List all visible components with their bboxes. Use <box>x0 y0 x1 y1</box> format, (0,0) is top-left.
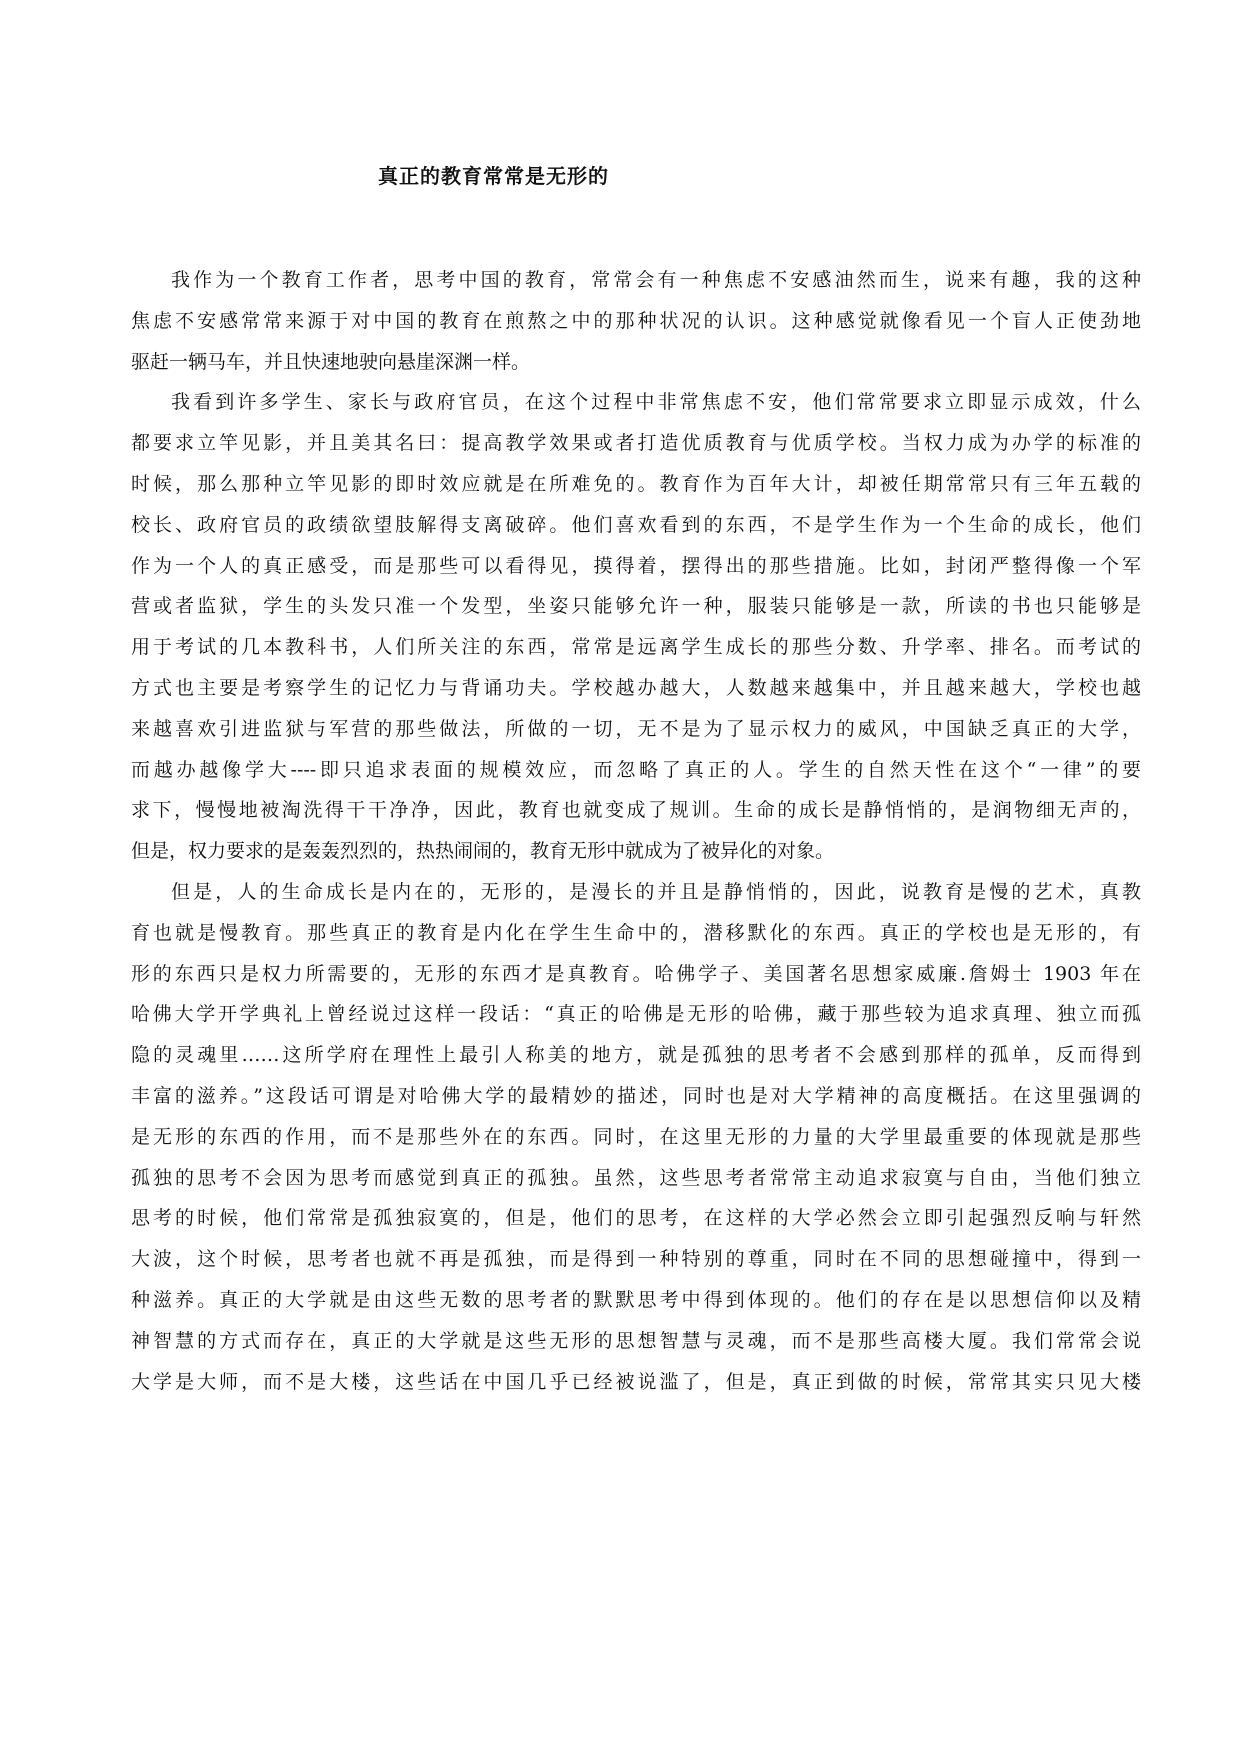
text-line: 思考的时候，他们常常是孤独寂寞的，但是，他们的思考，在这样的大学必然会立即引起强烈反响与轩然 <box>131 1207 1141 1230</box>
text-line: 但是，人的生命成长是内在的，无形的，是漫长的并且是静悄悄的，因此，说教育是慢的艺术，真教 <box>171 880 1141 903</box>
text-line: 是无形的东西的作用，而不是那些外在的东西。同时，在这里无形的力量的大学里最重要的体现就是那些 <box>131 1125 1141 1148</box>
text-line: 哈佛大学开学典礼上曾经说过这样一段话：“真正的哈佛是无形的哈佛，藏于那些较为追求真理、独立而孤 <box>131 1003 1141 1026</box>
text-line: 但是，权力要求的是轰轰烈烈的，热热闹闹的，教育无形中就成为了被异化的对象。 <box>131 840 835 863</box>
document-body <box>131 260 1141 1402</box>
text-line: 而越办越像学大----即只追求表面的规模效应，而忽略了真正的人。学生的自然天性在这个“一律”的要 <box>131 758 1141 781</box>
text-line: 形的东西只是权力所需要的，无形的东西才是真教育。哈佛学子、美国著名思想家威廉.詹姆士 1903 年在 <box>131 962 1141 985</box>
text-line: 种滋养。真正的大学就是由这些无数的思考者的默默思考中得到体现的。他们的存在是以思想信仰以及精 <box>131 1288 1141 1311</box>
text-line: 丰富的滋养。”这段话可谓是对哈佛大学的最精妙的描述，同时也是对大学精神的高度概括。在这里强调的 <box>131 1084 1141 1107</box>
text-line: 神智慧的方式而存在，真正的大学就是这些无形的思想智慧与灵魂，而不是那些高楼大厦。我们常常会说 <box>131 1329 1141 1352</box>
text-line: 来越喜欢引进监狱与军营的那些做法，所做的一切，无不是为了显示权力的威风，中国缺乏真正的大学， <box>131 717 1141 740</box>
text-line: 我作为一个教育工作者，思考中国的教育，常常会有一种焦虑不安感油然而生，说来有趣，我的这种 <box>171 269 1141 291</box>
text-line: 大波，这个时候，思考者也就不再是孤独，而是得到一种特别的尊重，同时在不同的思想碰撞中，得到一 <box>131 1248 1141 1271</box>
text-line: 我看到许多学生、家长与政府官员，在这个过程中非常焦虑不安，他们常常要求立即显示成效，什么 <box>171 391 1141 414</box>
text-line: 时候，那么那种立竿见影的即时效应就是在所难免的。教育作为百年大计，却被任期常常只有三年五载的 <box>131 472 1141 495</box>
text-line: 求下，慢慢地被淘洗得干干净净，因此，教育也就变成了规训。生命的成长是静悄悄的，是润物细无声的， <box>131 799 1141 822</box>
text-line: 用于考试的几本教科书，人们所关注的东西，常常是远离学生成长的那些分数、升学率、排名。而考试的 <box>131 636 1141 659</box>
text-line: 大学是大师，而不是大楼，这些话在中国几乎已经被说滥了，但是，真正到做的时候，常常其实只见大楼 <box>131 1370 1141 1393</box>
text-line: 作为一个人的真正感受，而是那些可以看得见，摸得着，摆得出的那些措施。比如，封闭严整得像一个军 <box>131 554 1141 577</box>
text-line: 方式也主要是考察学生的记忆力与背诵功夫。学校越办越大，人数越来越集中，并且越来越大，学校也越 <box>131 676 1141 699</box>
text-line: 驱赶一辆马车，并且快速地驶向悬崖深渊一样。 <box>131 350 531 373</box>
text-line: 都要求立竿见影，并且美其名曰：提高教学效果或者打造优质教育与优质学校。当权力成为办学的标准的 <box>131 432 1141 455</box>
text-line: 营或者监狱，学生的头发只准一个发型，坐姿只能够允许一种，服装只能够是一款，所读的书也只能够是 <box>131 595 1141 618</box>
document-title: 真正的教育常常是无形的 <box>378 164 609 188</box>
text-line: 孤独的思考不会因为思考而感觉到真正的孤独。虽然，这些思考者常常主动追求寂寞与自由，当他们独立 <box>131 1166 1141 1189</box>
text-line: 育也就是慢教育。那些真正的教育是内化在学生生命中的，潜移默化的东西。真正的学校也是无形的，有 <box>131 921 1141 944</box>
text-line: 焦虑不安感常常来源于对中国的教育在煎熬之中的那种状况的认识。这种感觉就像看见一个盲人正使劲地 <box>131 309 1141 332</box>
text-line: 隐的灵魂里……这所学府在理性上最引人称美的地方，就是孤独的思考者不会感到那样的孤单，反而得到 <box>131 1044 1141 1067</box>
text-line: 校长、政府官员的政绩欲望肢解得支离破碎。他们喜欢看到的东西，不是学生作为一个生命的成长，他们 <box>131 513 1141 536</box>
